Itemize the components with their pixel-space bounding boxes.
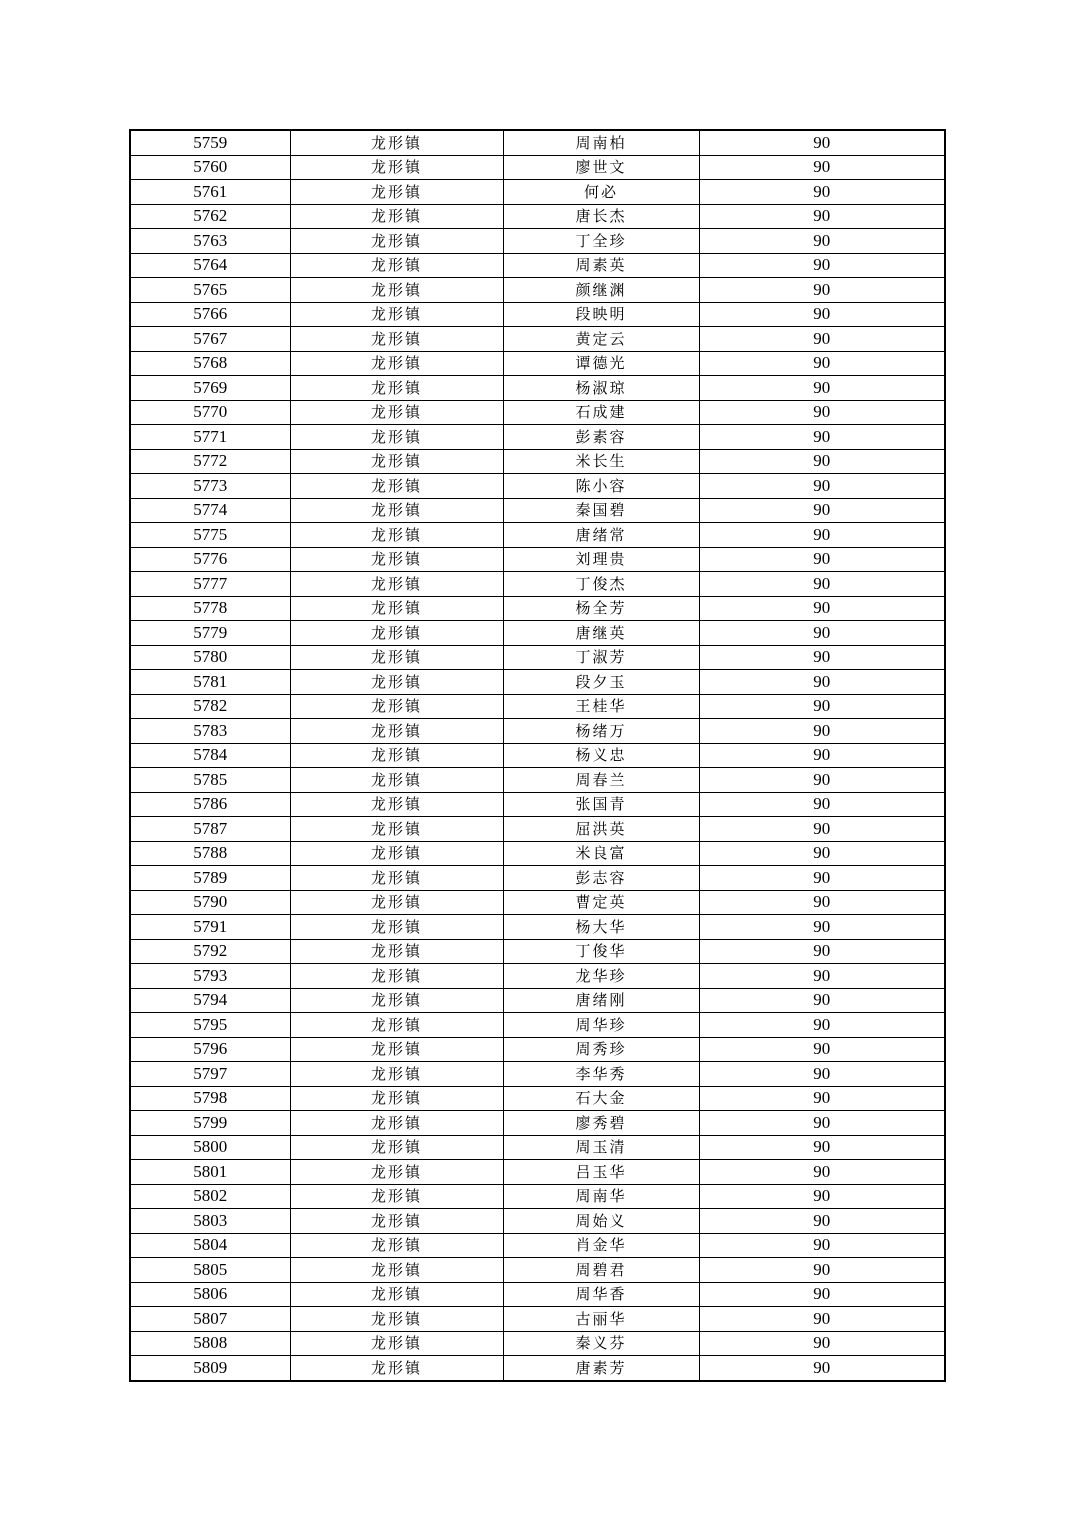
person-name-cell: 杨义忠: [503, 743, 699, 768]
row-number-cell: 5801: [130, 1160, 290, 1185]
amount-cell: 90: [699, 449, 945, 474]
table-row: [130, 302, 945, 327]
town-cell: 龙形镇: [290, 449, 503, 474]
row-number-cell: 5761: [130, 180, 290, 205]
person-name-cell: 丁全珍: [503, 229, 699, 254]
person-name-cell: 古丽华: [503, 1307, 699, 1332]
person-name-cell: 段映明: [503, 302, 699, 327]
amount-cell: 90: [699, 1037, 945, 1062]
town-cell: 龙形镇: [290, 1258, 503, 1283]
table-row: [130, 449, 945, 474]
town-cell: 龙形镇: [290, 670, 503, 695]
amount-cell: 90: [699, 596, 945, 621]
table-row: [130, 1184, 945, 1209]
row-number-cell: 5791: [130, 915, 290, 940]
person-name-cell: 周秀珍: [503, 1037, 699, 1062]
table-row: [130, 376, 945, 401]
amount-cell: 90: [699, 425, 945, 450]
row-number-cell: 5804: [130, 1233, 290, 1258]
table-row: [130, 817, 945, 842]
table-row: [130, 474, 945, 499]
table-row: [130, 792, 945, 817]
row-number-cell: 5805: [130, 1258, 290, 1283]
table-row: [130, 1013, 945, 1038]
table-row: [130, 1209, 945, 1234]
person-name-cell: 彭素容: [503, 425, 699, 450]
row-number-cell: 5779: [130, 621, 290, 646]
person-name-cell: 王桂华: [503, 694, 699, 719]
table-row: [130, 596, 945, 621]
amount-cell: 90: [699, 743, 945, 768]
amount-cell: 90: [699, 376, 945, 401]
amount-cell: 90: [699, 670, 945, 695]
row-number-cell: 5789: [130, 866, 290, 891]
row-number-cell: 5802: [130, 1184, 290, 1209]
table-row: [130, 130, 945, 155]
row-number-cell: 5768: [130, 351, 290, 376]
row-number-cell: 5795: [130, 1013, 290, 1038]
town-cell: 龙形镇: [290, 278, 503, 303]
table-row: [130, 278, 945, 303]
amount-cell: 90: [699, 130, 945, 155]
town-cell: 龙形镇: [290, 1111, 503, 1136]
town-cell: 龙形镇: [290, 866, 503, 891]
town-cell: 龙形镇: [290, 498, 503, 523]
amount-cell: 90: [699, 474, 945, 499]
table-row: [130, 425, 945, 450]
roster-table: [129, 129, 946, 1382]
person-name-cell: 杨淑琼: [503, 376, 699, 401]
amount-cell: 90: [699, 964, 945, 989]
amount-cell: 90: [699, 523, 945, 548]
row-number-cell: 5793: [130, 964, 290, 989]
town-cell: 龙形镇: [290, 1062, 503, 1087]
table-row: [130, 1086, 945, 1111]
amount-cell: 90: [699, 719, 945, 744]
person-name-cell: 米长生: [503, 449, 699, 474]
row-number-cell: 5807: [130, 1307, 290, 1332]
row-number-cell: 5796: [130, 1037, 290, 1062]
town-cell: 龙形镇: [290, 1356, 503, 1381]
amount-cell: 90: [699, 1013, 945, 1038]
table-row: [130, 351, 945, 376]
row-number-cell: 5778: [130, 596, 290, 621]
row-number-cell: 5798: [130, 1086, 290, 1111]
town-cell: 龙形镇: [290, 351, 503, 376]
row-number-cell: 5763: [130, 229, 290, 254]
person-name-cell: 曹定英: [503, 890, 699, 915]
row-number-cell: 5771: [130, 425, 290, 450]
amount-cell: 90: [699, 866, 945, 891]
table-row: [130, 1037, 945, 1062]
table-row: [130, 1160, 945, 1185]
town-cell: 龙形镇: [290, 841, 503, 866]
row-number-cell: 5790: [130, 890, 290, 915]
table-row: [130, 841, 945, 866]
table-row: [130, 768, 945, 793]
person-name-cell: 周南华: [503, 1184, 699, 1209]
person-name-cell: 廖秀碧: [503, 1111, 699, 1136]
town-cell: 龙形镇: [290, 1086, 503, 1111]
town-cell: 龙形镇: [290, 523, 503, 548]
town-cell: 龙形镇: [290, 621, 503, 646]
row-number-cell: 5762: [130, 204, 290, 229]
person-name-cell: 屈洪英: [503, 817, 699, 842]
amount-cell: 90: [699, 1331, 945, 1356]
row-number-cell: 5767: [130, 327, 290, 352]
amount-cell: 90: [699, 1356, 945, 1381]
person-name-cell: 周玉清: [503, 1135, 699, 1160]
town-cell: 龙形镇: [290, 1307, 503, 1332]
table-row: [130, 180, 945, 205]
amount-cell: 90: [699, 204, 945, 229]
amount-cell: 90: [699, 1233, 945, 1258]
row-number-cell: 5788: [130, 841, 290, 866]
town-cell: 龙形镇: [290, 964, 503, 989]
row-number-cell: 5800: [130, 1135, 290, 1160]
row-number-cell: 5773: [130, 474, 290, 499]
row-number-cell: 5809: [130, 1356, 290, 1381]
town-cell: 龙形镇: [290, 425, 503, 450]
amount-cell: 90: [699, 694, 945, 719]
row-number-cell: 5808: [130, 1331, 290, 1356]
amount-cell: 90: [699, 253, 945, 278]
table-row: [130, 719, 945, 744]
person-name-cell: 周素英: [503, 253, 699, 278]
table-row: [130, 523, 945, 548]
table-row: [130, 1331, 945, 1356]
amount-cell: 90: [699, 1086, 945, 1111]
table-row: [130, 547, 945, 572]
person-name-cell: 秦义芬: [503, 1331, 699, 1356]
amount-cell: 90: [699, 817, 945, 842]
amount-cell: 90: [699, 400, 945, 425]
town-cell: 龙形镇: [290, 1233, 503, 1258]
town-cell: 龙形镇: [290, 1013, 503, 1038]
row-number-cell: 5775: [130, 523, 290, 548]
table-row: [130, 1111, 945, 1136]
town-cell: 龙形镇: [290, 302, 503, 327]
table-row: [130, 400, 945, 425]
town-cell: 龙形镇: [290, 547, 503, 572]
town-cell: 龙形镇: [290, 1209, 503, 1234]
person-name-cell: 何必: [503, 180, 699, 205]
row-number-cell: 5785: [130, 768, 290, 793]
amount-cell: 90: [699, 278, 945, 303]
table-row: [130, 253, 945, 278]
town-cell: 龙形镇: [290, 1160, 503, 1185]
person-name-cell: 杨全芳: [503, 596, 699, 621]
amount-cell: 90: [699, 915, 945, 940]
town-cell: 龙形镇: [290, 645, 503, 670]
amount-cell: 90: [699, 155, 945, 180]
amount-cell: 90: [699, 645, 945, 670]
town-cell: 龙形镇: [290, 572, 503, 597]
row-number-cell: 5803: [130, 1209, 290, 1234]
amount-cell: 90: [699, 792, 945, 817]
person-name-cell: 李华秀: [503, 1062, 699, 1087]
amount-cell: 90: [699, 988, 945, 1013]
table-row: [130, 890, 945, 915]
town-cell: 龙形镇: [290, 229, 503, 254]
person-name-cell: 吕玉华: [503, 1160, 699, 1185]
row-number-cell: 5782: [130, 694, 290, 719]
amount-cell: 90: [699, 1307, 945, 1332]
town-cell: 龙形镇: [290, 890, 503, 915]
amount-cell: 90: [699, 621, 945, 646]
town-cell: 龙形镇: [290, 1184, 503, 1209]
row-number-cell: 5787: [130, 817, 290, 842]
table-row: [130, 1356, 945, 1381]
town-cell: 龙形镇: [290, 1282, 503, 1307]
amount-cell: 90: [699, 768, 945, 793]
person-name-cell: 肖金华: [503, 1233, 699, 1258]
amount-cell: 90: [699, 1135, 945, 1160]
row-number-cell: 5781: [130, 670, 290, 695]
row-number-cell: 5765: [130, 278, 290, 303]
table-row: [130, 939, 945, 964]
row-number-cell: 5770: [130, 400, 290, 425]
table-row: [130, 229, 945, 254]
town-cell: 龙形镇: [290, 400, 503, 425]
table-row: [130, 645, 945, 670]
person-name-cell: 黄定云: [503, 327, 699, 352]
person-name-cell: 米良富: [503, 841, 699, 866]
row-number-cell: 5760: [130, 155, 290, 180]
table-row: [130, 155, 945, 180]
row-number-cell: 5806: [130, 1282, 290, 1307]
table-row: [130, 915, 945, 940]
person-name-cell: 廖世文: [503, 155, 699, 180]
row-number-cell: 5792: [130, 939, 290, 964]
row-number-cell: 5764: [130, 253, 290, 278]
person-name-cell: 张国青: [503, 792, 699, 817]
amount-cell: 90: [699, 1062, 945, 1087]
row-number-cell: 5784: [130, 743, 290, 768]
amount-cell: 90: [699, 229, 945, 254]
amount-cell: 90: [699, 498, 945, 523]
table-row: [130, 621, 945, 646]
amount-cell: 90: [699, 547, 945, 572]
town-cell: 龙形镇: [290, 376, 503, 401]
person-name-cell: 石大金: [503, 1086, 699, 1111]
person-name-cell: 颜继渊: [503, 278, 699, 303]
person-name-cell: 唐素芳: [503, 1356, 699, 1381]
amount-cell: 90: [699, 1160, 945, 1185]
table-row: [130, 327, 945, 352]
row-number-cell: 5776: [130, 547, 290, 572]
person-name-cell: 唐长杰: [503, 204, 699, 229]
person-name-cell: 段夕玉: [503, 670, 699, 695]
amount-cell: 90: [699, 841, 945, 866]
amount-cell: 90: [699, 302, 945, 327]
amount-cell: 90: [699, 1258, 945, 1283]
town-cell: 龙形镇: [290, 155, 503, 180]
person-name-cell: 丁俊华: [503, 939, 699, 964]
town-cell: 龙形镇: [290, 130, 503, 155]
row-number-cell: 5777: [130, 572, 290, 597]
town-cell: 龙形镇: [290, 204, 503, 229]
table-row: [130, 1233, 945, 1258]
town-cell: 龙形镇: [290, 743, 503, 768]
amount-cell: 90: [699, 351, 945, 376]
table-row: [130, 1258, 945, 1283]
row-number-cell: 5794: [130, 988, 290, 1013]
town-cell: 龙形镇: [290, 474, 503, 499]
person-name-cell: 周华珍: [503, 1013, 699, 1038]
town-cell: 龙形镇: [290, 180, 503, 205]
row-number-cell: 5786: [130, 792, 290, 817]
table-row: [130, 964, 945, 989]
town-cell: 龙形镇: [290, 596, 503, 621]
row-number-cell: 5774: [130, 498, 290, 523]
amount-cell: 90: [699, 572, 945, 597]
person-name-cell: 龙华珍: [503, 964, 699, 989]
row-number-cell: 5772: [130, 449, 290, 474]
person-name-cell: 谭德光: [503, 351, 699, 376]
person-name-cell: 周华香: [503, 1282, 699, 1307]
table-row: [130, 670, 945, 695]
town-cell: 龙形镇: [290, 817, 503, 842]
person-name-cell: 丁俊杰: [503, 572, 699, 597]
table-row: [130, 1282, 945, 1307]
town-cell: 龙形镇: [290, 327, 503, 352]
town-cell: 龙形镇: [290, 719, 503, 744]
person-name-cell: 刘理贵: [503, 547, 699, 572]
person-name-cell: 周始义: [503, 1209, 699, 1234]
town-cell: 龙形镇: [290, 1135, 503, 1160]
person-name-cell: 丁淑芳: [503, 645, 699, 670]
person-name-cell: 杨绪万: [503, 719, 699, 744]
person-name-cell: 陈小容: [503, 474, 699, 499]
person-name-cell: 周春兰: [503, 768, 699, 793]
table-row: [130, 1307, 945, 1332]
person-name-cell: 石成建: [503, 400, 699, 425]
roster-table-body: [130, 130, 945, 1381]
row-number-cell: 5780: [130, 645, 290, 670]
amount-cell: 90: [699, 1184, 945, 1209]
town-cell: 龙形镇: [290, 1037, 503, 1062]
town-cell: 龙形镇: [290, 988, 503, 1013]
town-cell: 龙形镇: [290, 1331, 503, 1356]
row-number-cell: 5799: [130, 1111, 290, 1136]
person-name-cell: 周南柏: [503, 130, 699, 155]
town-cell: 龙形镇: [290, 694, 503, 719]
row-number-cell: 5797: [130, 1062, 290, 1087]
person-name-cell: 杨大华: [503, 915, 699, 940]
row-number-cell: 5769: [130, 376, 290, 401]
person-name-cell: 唐绪刚: [503, 988, 699, 1013]
amount-cell: 90: [699, 1209, 945, 1234]
row-number-cell: 5759: [130, 130, 290, 155]
amount-cell: 90: [699, 1282, 945, 1307]
table-row: [130, 204, 945, 229]
table-row: [130, 866, 945, 891]
person-name-cell: 秦国碧: [503, 498, 699, 523]
table-row: [130, 572, 945, 597]
amount-cell: 90: [699, 890, 945, 915]
town-cell: 龙形镇: [290, 792, 503, 817]
table-row: [130, 694, 945, 719]
amount-cell: 90: [699, 327, 945, 352]
person-name-cell: 唐绪常: [503, 523, 699, 548]
town-cell: 龙形镇: [290, 939, 503, 964]
table-row: [130, 1135, 945, 1160]
town-cell: 龙形镇: [290, 768, 503, 793]
row-number-cell: 5783: [130, 719, 290, 744]
amount-cell: 90: [699, 1111, 945, 1136]
person-name-cell: 周碧君: [503, 1258, 699, 1283]
row-number-cell: 5766: [130, 302, 290, 327]
table-row: [130, 988, 945, 1013]
table-row: [130, 498, 945, 523]
amount-cell: 90: [699, 939, 945, 964]
person-name-cell: 唐继英: [503, 621, 699, 646]
amount-cell: 90: [699, 180, 945, 205]
town-cell: 龙形镇: [290, 915, 503, 940]
table-row: [130, 743, 945, 768]
town-cell: 龙形镇: [290, 253, 503, 278]
table-row: [130, 1062, 945, 1087]
person-name-cell: 彭志容: [503, 866, 699, 891]
